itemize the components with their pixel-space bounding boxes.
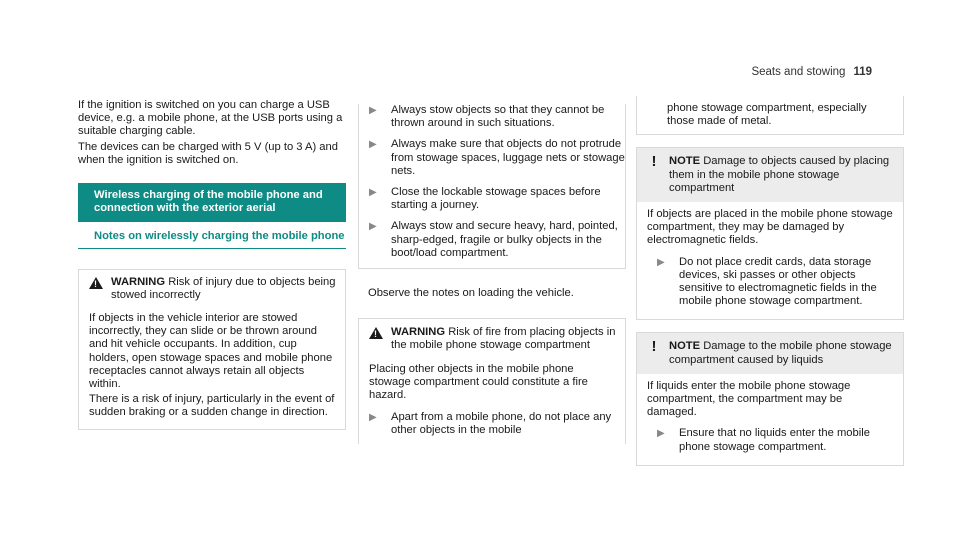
column-2 <box>358 96 626 444</box>
note-body <box>637 374 903 465</box>
section-title: Seats and stowing <box>751 66 846 78</box>
warning-label: WARNING <box>391 326 446 339</box>
warning-body <box>79 306 345 429</box>
list-item: ▶ Ensure that no liquids enter the mobile phone stowage compartment. <box>647 427 895 453</box>
note-body <box>637 202 903 319</box>
arrow-icon: ▶ <box>369 139 377 151</box>
list-item: ▶ Always make sure that objects do not protrude from stowage spaces, luggage nets or stowage nets. <box>359 138 625 178</box>
warning-continuation-box <box>358 104 626 269</box>
warning-title: Risk of fire from placing objects in the mobile phone stowage compartment <box>391 326 616 352</box>
arrow-icon: ▶ <box>657 256 665 268</box>
subsection-heading: Notes on wirelessly charging the mobile phone <box>78 222 346 248</box>
arrow-icon: ▶ <box>369 105 377 116</box>
fire-warning-box <box>358 318 626 443</box>
warning-paragraph: Placing other objects in the mobile phone stowage compartment could constitute a fire hazard. <box>369 362 588 402</box>
note-header <box>637 333 903 373</box>
warning-header <box>79 270 345 306</box>
list-item: ▶ Do not place credit cards, data storage devices, ski passes or other objects sensitive to electromagnetic fields in the mobile phone stowage compartment. <box>647 256 895 309</box>
observe-note: Observe the notes on loading the vehicle. <box>368 287 574 300</box>
note-box-2 <box>636 332 904 465</box>
arrow-icon: ▶ <box>369 187 377 199</box>
warning-box <box>78 269 346 430</box>
note-icon: ! <box>651 153 657 171</box>
page-header <box>751 66 872 78</box>
warning-paragraph-2: There is a risk of injury, particularly in the event of sudden braking or a sudden change in direction. <box>89 393 335 419</box>
warning-title: Risk of injury due to objects being stowed incorrectly <box>111 275 336 301</box>
continuation-text: phone stowage compartment, especially those made of metal. <box>667 102 867 128</box>
list-item: ▶ Always stow and secure heavy, hard, pointed, sharp-edged, fragile or bulky objects in the boot/load compartment. <box>359 220 625 260</box>
intro-paragraph-2: The devices can be charged with 5 V (up to 3 A) and when the ignition is switched on. <box>78 140 338 166</box>
note-header <box>637 148 903 202</box>
note-paragraph: If liquids enter the mobile phone stowage compartment, the compartment may be damaged. <box>647 379 851 419</box>
warning-icon <box>369 326 383 352</box>
warning-paragraph-1: If objects in the vehicle interior are stowed incorrectly, they can slide or be thrown around and hit vehicle occupants. In addition, cup holders, open stowage spaces and mobile phone receptacles cannot always retain all objects within. <box>89 312 333 391</box>
list-item: ▶ Close the lockable stowage spaces before starting a journey. <box>359 186 625 212</box>
arrow-icon: ▶ <box>369 221 377 233</box>
note-label: NOTE <box>669 340 701 353</box>
intro-paragraph-1: If the ignition is switched on you can charge a USB device, e.g. a mobile phone, at the USB ports using a suitable charging cable. <box>78 99 343 138</box>
page-number: 119 <box>853 66 872 78</box>
note-icon: ! <box>651 338 657 356</box>
arrow-icon: ▶ <box>657 428 665 440</box>
warning-header <box>359 319 625 356</box>
list-item: ▶ Apart from a mobile phone, do not place any other objects in the mobile <box>369 411 612 437</box>
warning-icon <box>89 276 103 302</box>
warning-body <box>359 357 625 444</box>
column-3 <box>636 96 904 466</box>
column-1 <box>78 99 346 430</box>
note-box-1 <box>636 147 904 320</box>
note-paragraph: If objects are placed in the mobile phone stowage compartment, they may be damaged by electromagnetic fields. <box>647 208 893 247</box>
continuation-box <box>636 96 904 135</box>
note-title: Damage to objects caused by placing them in the mobile phone stowage compartment <box>669 155 890 194</box>
arrow-icon: ▶ <box>369 412 377 424</box>
section-banner: Wireless charging of the mobile phone and connection with the exterior aerial <box>78 183 346 222</box>
warning-label: WARNING <box>111 275 166 288</box>
note-label: NOTE <box>669 155 701 168</box>
note-title: Damage to the mobile phone stowage compartment caused by liquids <box>669 340 892 366</box>
list-item: ▶ Always stow objects so that they cannot be thrown around in such situations. <box>359 104 625 130</box>
